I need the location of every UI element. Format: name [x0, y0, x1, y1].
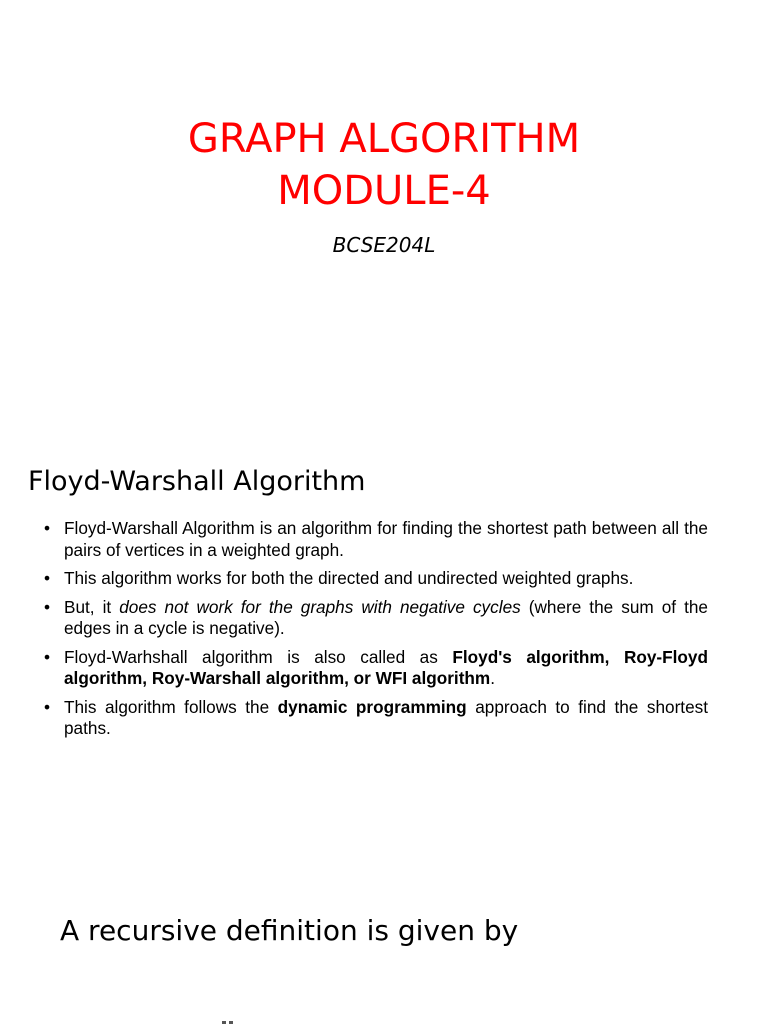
bullet-dot-icon: •: [44, 646, 51, 667]
bullet-text: This algorithm works for both the directed and undirected weighted graphs.: [64, 568, 634, 588]
bullet-item: [44, 697, 708, 740]
bullet-item: [44, 518, 708, 561]
slide-title-line-2: MODULE-4: [277, 168, 491, 214]
bullet-text-post: approach to find the shortest paths.: [64, 696, 709, 738]
slide-title: [0, 113, 768, 217]
bullet-text-pre: But, it: [64, 596, 120, 617]
bullet-text-post: (where the sum of the edges in a cycle is negative).: [64, 596, 708, 638]
bullet-text-pre: Floyd-Warhshall algorithm is also called as: [64, 646, 453, 667]
slide-title-line-1: GRAPH ALGORITHM: [187, 116, 581, 162]
section-heading: Floyd-Warshall Algorithm: [28, 466, 366, 497]
bullet-text-bold: dynamic programming: [277, 696, 467, 717]
bullet-list: [44, 518, 708, 747]
course-code: BCSE204L: [332, 233, 436, 257]
bullet-dot-icon: •: [44, 568, 51, 588]
bullet-dot-icon: •: [44, 518, 51, 538]
bullet-text-pre: This algorithm follows the: [64, 696, 278, 717]
bullet-text-bold: Floyd's algorithm, Roy-Floyd algorithm, Roy-Warshall algorithm, or WFI algorithm: [64, 646, 708, 688]
bullet-text-italic: does not work for the graphs with negative cycles: [119, 596, 521, 617]
cropped-formula-fragment: [222, 1016, 248, 1024]
bullet-text: Floyd-Warshall Algorithm is an algorithm for finding the shortest path between all the pairs of vertices in a weighted graph.: [64, 518, 708, 560]
bullet-dot-icon: •: [44, 596, 51, 617]
bullet-dot-icon: •: [44, 696, 51, 717]
bullet-item: [44, 568, 708, 590]
bullet-text-post: .: [490, 668, 495, 688]
bullet-item: [44, 647, 708, 690]
bullet-item: [44, 597, 708, 640]
recursive-definition-text: A recursive definition is given by: [60, 914, 519, 947]
